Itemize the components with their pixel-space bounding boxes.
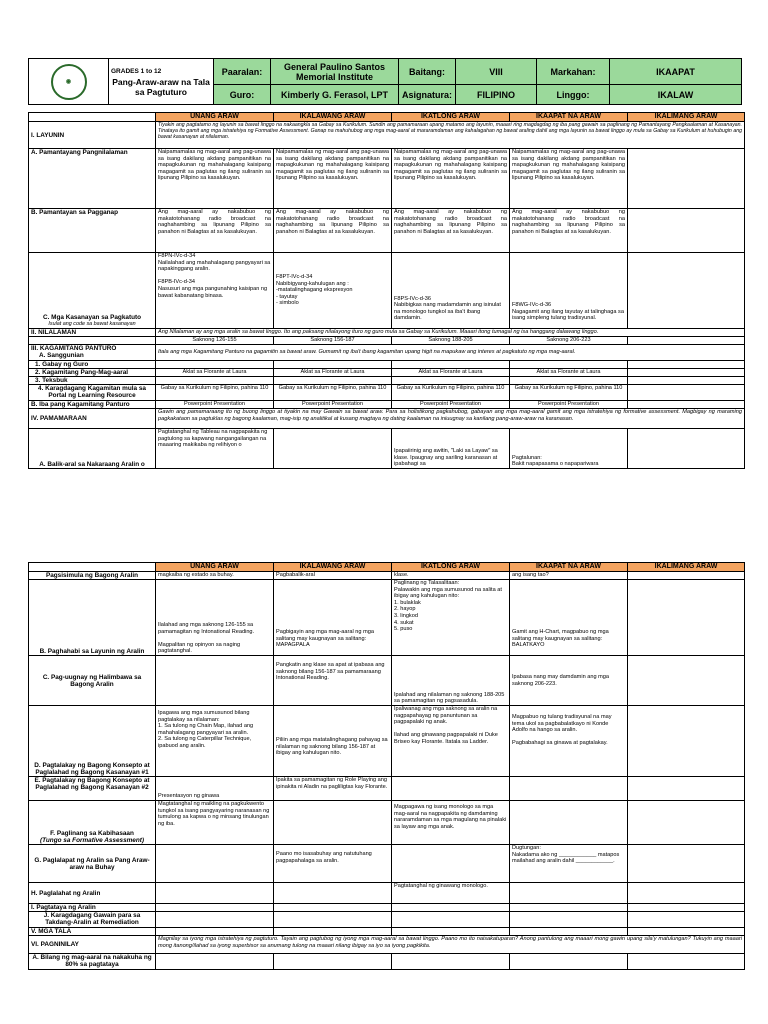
- bilang-day3: [392, 954, 510, 970]
- paglalapat-day4: Dugtungan: Nakadama ako ng ____________ matapos mailahad ang aralin dahil ____________.: [510, 845, 628, 883]
- day-header-5: IKALIMANG ARAW: [628, 113, 745, 122]
- pagsisimula-day4: ang isang tao?: [510, 572, 628, 580]
- takdang-day2: [274, 912, 392, 928]
- konsepto2-day5: [628, 777, 745, 801]
- tala-day5: [628, 928, 745, 936]
- saknong-day3: Saknong 188-205: [392, 337, 510, 345]
- kagamitan-text: Itala ang mga Kagamitang Panturo na gagamitin sa bawat araw. Gumamit ng iba't ibang kagamitan upang higit na mapukaw ang interes at pagkatuto ng mga mag-aaral.: [156, 345, 745, 361]
- markahan-label: Markahan:: [537, 59, 610, 85]
- nilalaman-text: Ang Nilalaman ay ang mga aralin sa bawat linggo. Ito ang paksang nilalayong ituro ng guro mula sa Gabay sa Kurikulum. Maaari itong tumagal ng isa hanggang dalawang linggo.: [156, 329, 745, 337]
- teksbuk-label: 3. Teksbuk: [29, 377, 156, 385]
- ppt-day2: Powerpoint Presentation: [274, 401, 392, 409]
- bilang-day2: [274, 954, 392, 970]
- logo-cell: [29, 59, 109, 105]
- ppt-day3: Powerpoint Presentation: [392, 401, 510, 409]
- day-header-5-p2: IKALIMANG ARAW: [628, 563, 745, 572]
- kabihasaan-day2: [274, 801, 392, 845]
- pagtataya-day3: [392, 904, 510, 912]
- day-header-2-p2: IKALAWANG ARAW: [274, 563, 392, 572]
- pagganap-day4: Ang mag-aaral ay nakabubuo ng makatotohanang radio broadcast na naghahambing sa lipunang Pilipino sa panahon ni Balagtas at sa kasalukuyan.: [510, 209, 628, 253]
- lesson-table-page2: [28, 562, 745, 970]
- pamantayang-day3: Naipamamalas ng mag-aaral ang pag-unawa sa isang dakilang akdang pampanitikan na mapagkukunan ng mahahalagang kaisipang magagamit sa paglutas ng ilang suliranin sa lipunang Pilipino sa kasalukuyan.: [392, 149, 510, 209]
- paaralan-value: General Paulino Santos Memorial Institute: [271, 59, 399, 85]
- doc-title: Pang-Araw-araw na Tala sa Pagtuturo: [112, 76, 210, 97]
- pamamaraan-label: IV. PAMAMARAAN: [29, 409, 156, 429]
- sanggunian-label: A. Sanggunian: [39, 352, 84, 359]
- asignatura-label: Asignatura:: [399, 85, 456, 105]
- teksbuk-day5: [628, 377, 745, 385]
- gabay-kurikulum-day1: Gabay sa Kurikulum ng Filipino, pahina 110: [156, 385, 274, 401]
- kasanayan-label: C. Mga Kasanayan sa Pagkatuto: [42, 314, 142, 322]
- kasanayan-day3: F8PS-IVc-d-36 Nabibigkas nang madamdamin ang isinulat na monologo tungkol sa iba't ibang damdamin.: [392, 253, 510, 329]
- pagugnay-day5: [628, 656, 745, 706]
- saknong-day4: Saknong 206-223: [510, 337, 628, 345]
- kabihasaan-day4: [510, 801, 628, 845]
- paglalapat-day1: [156, 845, 274, 883]
- konsepto2-day1: Presentasyon ng ginawa: [156, 777, 274, 801]
- deped-seal-icon: ◉: [51, 64, 87, 100]
- paghahabi-label: B. Paghahabi sa Layunin ng Aralin: [29, 580, 156, 656]
- kabihasaan-sub: (Tungo sa Formative Assessment): [39, 837, 145, 844]
- paglalapat-day3: [392, 845, 510, 883]
- tala-day3: [392, 928, 510, 936]
- takdang-day3: [392, 912, 510, 928]
- kasanayan-day1: F8PN-IVc-d-34 Nailalahad ang mahahalagang pangyayari sa napakinggang aralin. F8PB-IVc-d-34 Nasusuri ang mga pangunahing kaisipan ng bawat kabanatang binasa.: [156, 253, 274, 329]
- layunin-text: Tiyakin ang pagtatamo ng layunin sa bawat linggo na nakaangkla sa Gabay sa Kurikulum. Sundin ang pamamaraan upang matamo ang layunin, maaari ring magdagdag ng iba pang gawain sa paglinang ng Pamantayang Pangkaalaman at Kasanayan. Tinataya ito gamit ang mga istratehiya ng Formative Assessment. Ganap na mahuhubog ang mga mag-aaral at mararamdaman ang kahalagahan ng bawat araling dahil ang mga layunin sa bawat linggo ay mula sa Gabay sa Kurikulum at huhubugin ang bawat kasanayan at nilalaman.: [156, 122, 745, 149]
- konsepto2-day4: [510, 777, 628, 801]
- ppt-day5: [628, 401, 745, 409]
- linggo-label: Linggo:: [537, 85, 610, 105]
- kasanayan-day2: F8PT-IVc-d-34 Nabibigyang-kahulugan ang : -matatalinghagang ekspresyon - tayutay - simbolo: [274, 253, 392, 329]
- linggo-value: IKALAW: [610, 85, 742, 105]
- paghahabi-day2: Pagbigayin ang mga mag-aaral ng mga salitang may kaugnayan sa salitang: MAPAGPALA: [274, 580, 392, 656]
- balik-day4: Pagtalunan: Bakit napapasama o napapariwara: [510, 429, 628, 469]
- day-header-3-p2: IKATLONG ARAW: [392, 563, 510, 572]
- pagugnay-label: C. Pag-uugnay ng Halimbawa sa Bagong Aralin: [29, 656, 156, 706]
- paghahabi-day3: Paglinang ng Talasalitaan: Palawakin ang mga sumusunod na salita at ibigay ang kahulugan nito: 1. bulaklak 2. hayop 3. lingkod 4. sukat 5. puso: [392, 580, 510, 656]
- kasanayan-day4: F8WG-IVc-d-36 Nagagamit ang ilang tayutay at talinghaga sa isang simpleng tulang tradisyunal.: [510, 253, 628, 329]
- gabay-kurikulum-day3: Gabay sa Kurikulum ng Filipino, pahina 110: [392, 385, 510, 401]
- doc-title-cell: [109, 59, 214, 105]
- pamamaraan-text: Gawin ang pamamaraang ito ng buong linggo at tiyakin na may Gawain sa bawat araw. Para sa holistikong pagkahubog, gabayan ang mga mag-aaral gamit ang mga istratehiya ng formative assessment. Magbigay ng maraming pagkakataon sa pagtuklas ng bagong kaalaman, mag-isip ng analitikal at kusang magtaya ng dating kaalaman na iniuugnay sa kanilang pang-araw-araw na karanasan.: [156, 409, 745, 429]
- pagtataya-day5: [628, 904, 745, 912]
- konsepto1-day4: Magpabuo ng tulang tradisyunal na may tema ukol sa pagbabalatkayo ni Konde Adolfo na hango sa aralin. Pagbabahagi sa ginawa at pagtalakay.: [510, 706, 628, 777]
- pagsisimula-label: Pagsisimula ng Bagong Aralin: [29, 572, 156, 580]
- kasanayan-label-cell: [29, 253, 156, 329]
- saknong-day2: Saknong 156-187: [274, 337, 392, 345]
- teksbuk-day3: [392, 377, 510, 385]
- paghahabi-day1: Ilalahad ang mga saknong 126-155 sa pamamagitan ng Intonational Reading. Magpalitan ng opinyon sa naging pagtatanghal.: [156, 580, 274, 656]
- baitang-label: Baitang:: [399, 59, 456, 85]
- balik-day1: Pagtatanghal ng Tableau na nagpapakita ng pagtulong sa kapwang nangangailangan na maaaring makikaba ng relihiyon o: [156, 429, 274, 469]
- takdang-day1: [156, 912, 274, 928]
- paghahabi-day4: Gamit ang H-Chart, magpabuo ng mga salitang may kaugnayan sa salitang: BALATKAYO: [510, 580, 628, 656]
- tala-day2: [274, 928, 392, 936]
- aklat-day1: Aklat sa Florante at Laura: [156, 369, 274, 377]
- ppt-day1: Powerpoint Presentation: [156, 401, 274, 409]
- pagugnay-day3: Ipalahad ang nilalaman ng saknong 188-205 sa pamamagitan ng pagsasadula.: [392, 656, 510, 706]
- gabay-day5: [628, 361, 745, 369]
- layunin-label: I. LAYUNIN: [29, 122, 156, 149]
- baitang-value: VIII: [456, 59, 537, 85]
- gabay-day4: [510, 361, 628, 369]
- pagugnay-day2: Pangkatin ang klase sa apat at ipabasa ang saknong bilang 156-187 sa pamamaraang Intonational Reading.: [274, 656, 392, 706]
- pagugnay-day4: Ipabasa nang may damdamin ang mga saknong 206-223.: [510, 656, 628, 706]
- tala-day1: [156, 928, 274, 936]
- paglalapat-day2: Paano mo isasabuhay ang natutuhang pagpapahalaga sa aralin.: [274, 845, 392, 883]
- guro-value: Kimberly G. Ferasol, LPT: [271, 85, 399, 105]
- pagsisimula-day2: Pagbabalik-aral: [274, 572, 392, 580]
- paglalahat-day4: [510, 883, 628, 904]
- kagamitang-aaral-label: 2. Kagamitang Pang-Mag-aaral: [29, 369, 156, 377]
- pagtataya-day4: [510, 904, 628, 912]
- kagamitan-label: III. KAGAMITANG PANTURO: [31, 345, 117, 352]
- bilang-day5: [628, 954, 745, 970]
- gabay-kurikulum-day5: [628, 385, 745, 401]
- tala-label: V. MGA TALA: [29, 928, 156, 936]
- konsepto2-label: E. Pagtalakay ng Bagong Konsepto at Paglalahad ng Bagong Kasanayan #2: [29, 777, 156, 801]
- paaralan-label: Paaralan:: [214, 59, 271, 85]
- day-header-2: IKALAWANG ARAW: [274, 113, 392, 122]
- pagtataya-day1: [156, 904, 274, 912]
- pagtataya-label: I. Pagtataya ng Aralin: [29, 904, 156, 912]
- kabihasaan-day1: Magtatanghal ng maikling na pagkukwento tungkol sa isang pangyayaring naranasan ng tumulong sa kapwa o ng minsang tinulungan ng iba.: [156, 801, 274, 845]
- balik-label: A. Balik-aral sa Nakaraang Aralin o: [29, 429, 156, 469]
- takdang-day5: [628, 912, 745, 928]
- kagamitan-label-cell: [29, 345, 156, 361]
- konsepto1-day2: Piliin ang mga matatalinghagang pahayag sa nilalaman ng saknong bilang 156-187 at ibigay ang kahulugan nito.: [274, 706, 392, 777]
- corner-cell-2: [29, 563, 156, 572]
- paglalapat-label: G. Paglalapat ng Aralin sa Pang Araw-araw na Buhay: [29, 845, 156, 883]
- kabihasaan-label-cell: [29, 801, 156, 845]
- pamantayang-day5: [628, 149, 745, 209]
- gabay-label: 1. Gabay ng Guro: [29, 361, 156, 369]
- saknong-label-cell: [29, 337, 156, 345]
- grades-label: GRADES 1 to 12: [111, 67, 162, 75]
- pamantayang-label: A. Pamantayang Pangnilalaman: [29, 149, 156, 209]
- aklat-day2: Aklat sa Florante at Laura: [274, 369, 392, 377]
- day-header-1: UNANG ARAW: [156, 113, 274, 122]
- pagninilay-text: Magnilay sa iyong mga istratehiya ng pagtuturo. Tayain ang pagtubog ng iyong mga mag-aaral sa bawat linggo. Paano mo ito naisakatuparan? Anong pantulong ang maaari mong gawin upang sila'y matulungan? Tukuyin ang maaari mong itanong/ilahad sa iyong superbisor sa anumang tulong na maaari nilang ibigay sa iyo sa iyong pagkikita.: [156, 936, 745, 954]
- asignatura-value: FILIPINO: [456, 85, 537, 105]
- balik-day3: Ipapaiirinig ang awitin, "Laki sa Layaw" sa klase. Ipaugnay ang sariling karanasan at ipabahagi sa: [392, 429, 510, 469]
- bilang-day4: [510, 954, 628, 970]
- gabay-kurikulum-day4: Gabay sa Kurikulum ng Filipino, pahina 110: [510, 385, 628, 401]
- pagsisimula-day1: magkaiba ng estado sa buhay.: [156, 572, 274, 580]
- konsepto1-day5: [628, 706, 745, 777]
- aklat-day4: Aklat sa Florante at Laura: [510, 369, 628, 377]
- day-header-3: IKATLONG ARAW: [392, 113, 510, 122]
- day-header-4: IKAAPAT NA ARAW: [510, 113, 628, 122]
- konsepto1-label: D. Pagtalakay ng Bagong Konsepto at Paglalahad ng Bagong Kasanayan #1: [29, 706, 156, 777]
- pagganap-day3: Ang mag-aaral ay nakabubuo ng makatotohanang radio broadcast na naghahambing sa lipunang Pilipino sa panahon ni Balagtas at sa kasalukuyan.: [392, 209, 510, 253]
- pamantayang-day4: Naipamamalas ng mag-aaral ang pag-unawa sa isang dakilang akdang pampanitikan na mapagkukunan ng mahahalagang kaisipang magagamit sa paglutas ng ilang suliranin sa lipunang Pilipino sa kasalukuyan.: [510, 149, 628, 209]
- pagninilay-label: VI. PAGNINILAY: [29, 936, 156, 954]
- paglalahat-day2: [274, 883, 392, 904]
- balik-day2: [274, 429, 392, 469]
- markahan-value: IKAAPAT: [610, 59, 742, 85]
- konsepto1-day1: Ipagawa ang mga sumusunod bilang pagtalakay sa nilalaman: 1. Sa tulong ng Chain Map, ilahad ang mahahalagang pangyayari sa aralin. 2. Sa tulong ng Caterpillar Technique, ipabuod ang aralin.: [156, 706, 274, 777]
- corner-cell: [29, 113, 156, 122]
- header-table: [28, 58, 742, 105]
- karagdagang-kagamitan-label: 4. Karagdagang Kagamitan mula sa Portal ng Learning Resource: [29, 385, 156, 401]
- paghahabi-day5: [628, 580, 745, 656]
- pagganap-day5: [628, 209, 745, 253]
- bilang-label: A. Bilang ng mag-aaral na nakakuha ng 80% sa pagtataya: [29, 954, 156, 970]
- saknong-day5: [628, 337, 745, 345]
- lesson-table-page1: [28, 112, 745, 469]
- aklat-day3: Aklat sa Florante at Laura: [392, 369, 510, 377]
- takdang-day4: [510, 912, 628, 928]
- gabay-day1: [156, 361, 274, 369]
- takdang-aralin-label: J. Karagdagang Gawain para sa Takdang-Aralin at Remediation: [29, 912, 156, 928]
- pagugnay-day1: [156, 656, 274, 706]
- ppt-day4: Powerpoint Presentation: [510, 401, 628, 409]
- teksbuk-day2: [274, 377, 392, 385]
- kabihasaan-day5: [628, 801, 745, 845]
- gabay-day2: [274, 361, 392, 369]
- paglalahat-day3: Pagtatanghal ng ginawang monologo.: [392, 883, 510, 904]
- gabay-day3: [392, 361, 510, 369]
- nilalaman-label: II. NILALAMAN: [29, 329, 156, 337]
- kabihasaan-day3: Magpagawa ng isang monologo sa mga mag-aaral na nagpapakita ng damdaming nararamdaman sa mga magulang na pinalaki sa layaw ang mga anak.: [392, 801, 510, 845]
- tala-day4: [510, 928, 628, 936]
- paglalahat-day5: [628, 883, 745, 904]
- iba-kagamitan-label: B. Iba pang Kagamitang Panturo: [29, 401, 156, 409]
- paglalapat-day5: [628, 845, 745, 883]
- balik-day5: [628, 429, 745, 469]
- kabihasaan-label: F. Paglinang sa Kabihasaan: [50, 830, 134, 837]
- aklat-day5: [628, 369, 745, 377]
- paglalahat-label: H. Paglalahat ng Aralin: [29, 883, 156, 904]
- paglalahat-day1: [156, 883, 274, 904]
- konsepto2-day2: Ipakita sa pamamagitan ng Role Playing ang ipinakita ni Aladin na pagliligtas kay Florante.: [274, 777, 392, 801]
- saknong-day1: Saknong 126-155: [156, 337, 274, 345]
- konsepto2-day3: [392, 777, 510, 801]
- day-header-4-p2: IKAAPAT NA ARAW: [510, 563, 628, 572]
- gabay-kurikulum-day2: Gabay sa Kurikulum ng Filipino, pahina 110: [274, 385, 392, 401]
- kasanayan-sub: Isulat ang code sa bawat kasanayan: [48, 321, 136, 328]
- pagtataya-day2: [274, 904, 392, 912]
- pagganap-day1: Ang mag-aaral ay nakabubuo ng makatotohanang radio broadcast na naghahambing sa lipunang Pilipino sa panahon ni Balagtas at sa kasalukuyan.: [156, 209, 274, 253]
- pamantayang-day1: Naipamamalas ng mag-aaral ang pag-unawa sa isang dakilang akdang pampanitikan na mapagkukunan ng mahahalagang kaisipang magagamit sa paglutas ng ilang suliranin sa lipunang Pilipino sa kasalukuyan.: [156, 149, 274, 209]
- bilang-day1: [156, 954, 274, 970]
- konsepto1-day3: Ipaliwanag ang mga saknong sa aralin na nagpapahayag ng panuntunan sa pagpapalaki ng anak. Ilahad ang ginawang pagpapalaki ni Duke Briseo kay Florante. Itatala sa Ladder.: [392, 706, 510, 777]
- pagganap-day2: Ang mag-aaral ay nakabubuo ng makatotohanang radio broadcast na naghahambing sa lipunang Pilipino sa panahon ni Balagtas at sa kasalukuyan.: [274, 209, 392, 253]
- teksbuk-day1: [156, 377, 274, 385]
- pamantayang-day2: Naipamamalas ng mag-aaral ang pag-unawa sa isang dakilang akdang pampanitikan na mapagkukunan ng mahahalagang kaisipang magagamit sa paglutas ng ilang suliranin sa lipunang Pilipino sa kasalukuyan.: [274, 149, 392, 209]
- kasanayan-day5: [628, 253, 745, 329]
- pagganap-label: B. Pamantayan sa Pagganap: [29, 209, 156, 253]
- teksbuk-day4: [510, 377, 628, 385]
- guro-label: Guro:: [214, 85, 271, 105]
- day-header-1-p2: UNANG ARAW: [156, 563, 274, 572]
- pagsisimula-day3: klase.: [392, 572, 510, 580]
- pagsisimula-day5: [628, 572, 745, 580]
